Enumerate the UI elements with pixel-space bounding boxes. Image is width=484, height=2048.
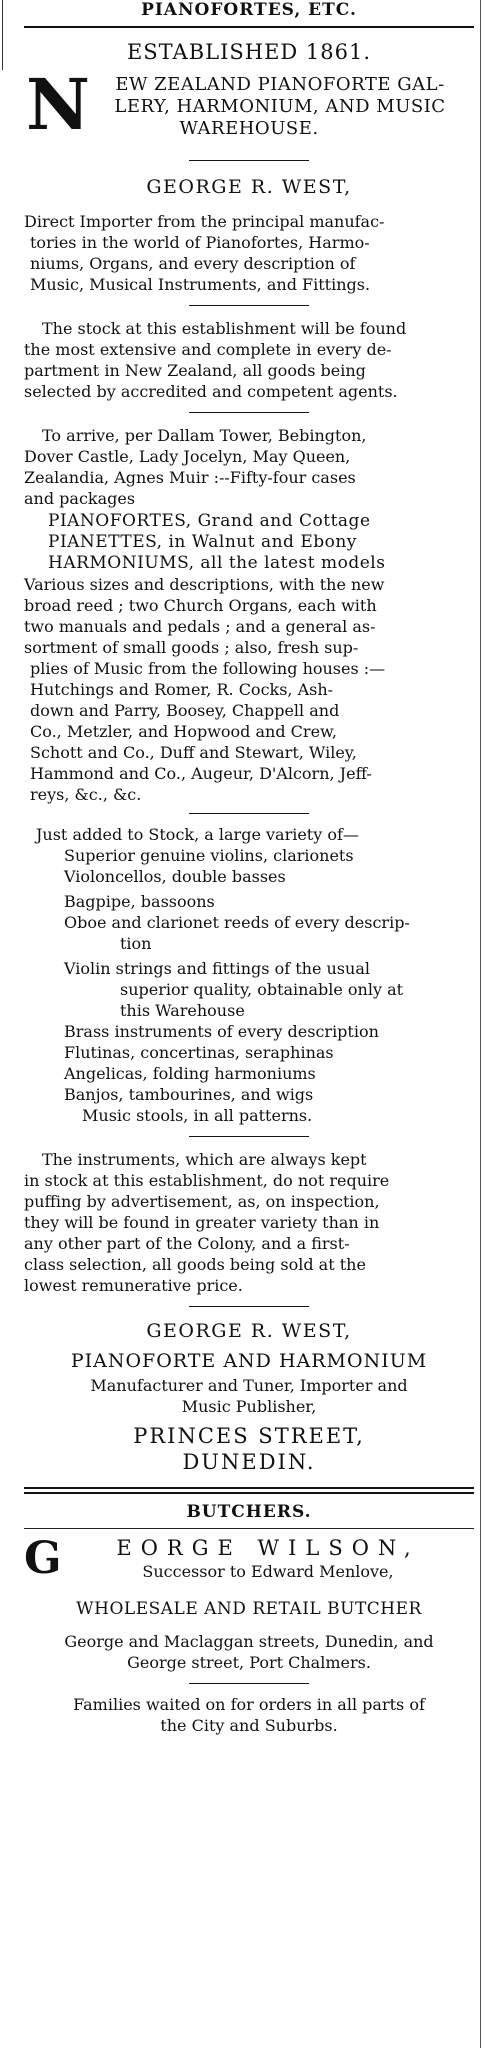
column-rule-left — [2, 0, 3, 70]
signature-line: Music Publisher, — [181, 1397, 317, 1416]
divider — [189, 1136, 309, 1137]
stock-paragraph — [24, 318, 474, 402]
paragraph-line: Dover Castle, Lady Jocelyn, May Queen, — [24, 447, 351, 466]
headline-line-2: LERY, HARMONIUM, AND MUSIC — [114, 96, 446, 117]
stock-item: Angelicas, folding harmoniums — [64, 1064, 316, 1083]
paragraph-line: Hammond and Co., Augeur, D'Alcorn, Jeff- — [30, 764, 372, 783]
divider — [189, 305, 309, 306]
section-title-pianofortes: PIANOFORTES, ETC. — [141, 0, 357, 20]
paragraph-line: Zealandia, Agnes Muir :--Fifty-four cases — [24, 468, 356, 487]
butcher-name-block — [24, 1535, 474, 1587]
established-line: ESTABLISHED 1861. — [126, 40, 372, 64]
paragraph-line: they will be found in greater variety than in — [24, 1213, 380, 1232]
paragraph-line: Direct Importer from the principal manufac- — [24, 212, 385, 231]
butcher-notice — [24, 1694, 474, 1736]
paragraph-line: class selection, all goods being sold at the — [24, 1255, 366, 1274]
stock-item: Banjos, tambourines, and wigs — [64, 1085, 314, 1104]
paragraph-line: broad reed ; two Church Organs, each with — [24, 596, 377, 615]
signature-name: GEORGE R. WEST, — [146, 1320, 352, 1342]
stock-item-continuation: tion — [120, 934, 152, 953]
paragraph-line: and packages — [24, 489, 136, 508]
instrument-cap-list — [24, 511, 474, 574]
paragraph-line: Co., Metzler, and Hopwood and Crew, — [30, 722, 337, 741]
stock-list — [24, 845, 474, 1126]
stock-item: Flutinas, concertinas, seraphinas — [64, 1043, 334, 1062]
paragraph-line: Hutchings and Romer, R. Cocks, Ash- — [30, 680, 334, 699]
sizes-paragraph — [24, 574, 474, 805]
arrivals-paragraph — [24, 425, 474, 509]
stock-item: Brass instruments of every description — [64, 1022, 379, 1041]
section-double-rule-top — [24, 1487, 474, 1489]
headline-dropcap: N — [26, 63, 90, 146]
paragraph-line: reys, &c., &c. — [30, 785, 142, 804]
cap-item: PIANOFORTES, Grand and Cottage — [48, 511, 371, 531]
paragraph-line: the most extensive and complete in every de- — [24, 340, 392, 359]
butcher-successor: Successor to Edward Menlove, — [142, 1562, 394, 1581]
address-line: George and Maclaggan streets, Dunedin, and — [64, 1632, 434, 1651]
column-rule-right — [480, 0, 481, 2048]
stock-item: Superior genuine violins, clarionets — [64, 846, 354, 865]
proprietor-name: GEORGE R. WEST, — [146, 176, 352, 198]
notice-line: the City and Suburbs. — [160, 1716, 338, 1735]
cap-item: HARMONIUMS, all the latest models — [48, 553, 386, 573]
city-address: DUNEDIN. — [182, 1450, 316, 1474]
paragraph-line: plies of Music from the following houses :— — [30, 659, 386, 678]
paragraph-line: in stock at this establishment, do not require — [24, 1171, 390, 1190]
paragraph-line: niums, Organs, and every description of — [30, 254, 356, 273]
section-rule — [24, 26, 474, 28]
paragraph-line: The instruments, which are always kept — [42, 1150, 367, 1169]
stock-item: Oboe and clarionet reeds of every descrip- — [64, 913, 410, 932]
notice-line: Families waited on for orders in all parts of — [73, 1695, 425, 1714]
divider — [189, 1306, 309, 1307]
signature-title: PIANOFORTE AND HARMONIUM — [70, 1350, 428, 1372]
divider — [189, 160, 309, 161]
stock-item-continuation: this Warehouse — [120, 1001, 245, 1020]
paragraph-line: two manuals and pedals ; and a general as- — [24, 617, 376, 636]
butcher-trade: WHOLESALE AND RETAIL BUTCHER — [76, 1599, 422, 1619]
instruments-paragraph — [24, 1149, 474, 1296]
divider — [189, 813, 309, 814]
cap-item: PIANETTES, in Walnut and Ebony — [48, 532, 357, 552]
paragraph-line: selected by accredited and competent agents. — [24, 382, 398, 401]
street-address: PRINCES STREET, — [133, 1424, 365, 1448]
headline-block — [24, 63, 474, 146]
paragraph-line: tories in the world of Pianofortes, Harmo- — [30, 233, 370, 252]
paragraph-line: Music, Musical Instruments, and Fittings. — [30, 275, 371, 294]
paragraph-line: down and Parry, Boosey, Chappell and — [30, 701, 340, 720]
paragraph-line: any other part of the Colony, and a first- — [24, 1234, 350, 1253]
section-rule — [24, 1528, 474, 1529]
butcher-dropcap: G — [24, 1533, 62, 1584]
paragraph-line: puffing by advertisement, as, on inspection, — [24, 1192, 380, 1211]
paragraph-line: To arrive, per Dallam Tower, Bebington, — [42, 426, 367, 445]
stock-item: Violin strings and fittings of the usual — [64, 959, 370, 978]
paragraph-line: Schott and Co., Duff and Stewart, Wiley, — [30, 743, 357, 762]
headline-line-1: EW ZEALAND PIANOFORTE GAL- — [115, 74, 445, 95]
butcher-name: EORGE WILSON, — [116, 1536, 420, 1560]
headline-line-3: WAREHOUSE. — [179, 118, 319, 139]
stock-item-continuation: superior quality, obtainable only at — [120, 980, 404, 999]
just-added-line: Just added to Stock, a large variety of— — [36, 825, 359, 844]
address-line: George street, Port Chalmers. — [127, 1653, 371, 1672]
section-title-butchers: BUTCHERS. — [186, 1502, 312, 1522]
stock-item: Music stools, in all patterns. — [82, 1106, 313, 1125]
stock-item: Bagpipe, bassoons — [64, 892, 215, 911]
stock-item: Violoncellos, double basses — [64, 867, 286, 886]
section-double-rule-bottom — [24, 1492, 474, 1494]
importer-paragraph — [24, 211, 474, 295]
advertisement-column — [24, 0, 474, 1736]
signature-line: Manufacturer and Tuner, Importer and — [90, 1376, 408, 1395]
paragraph-line: Various sizes and descriptions, with the new — [24, 575, 385, 594]
divider — [189, 1683, 309, 1684]
paragraph-line: lowest remunerative price. — [24, 1276, 243, 1295]
paragraph-line: partment in New Zealand, all goods being — [24, 361, 366, 380]
paragraph-line: The stock at this establishment will be found — [42, 319, 407, 338]
butcher-address — [24, 1631, 474, 1673]
paragraph-line: sortment of small goods ; also, fresh sup- — [24, 638, 359, 657]
divider — [189, 412, 309, 413]
